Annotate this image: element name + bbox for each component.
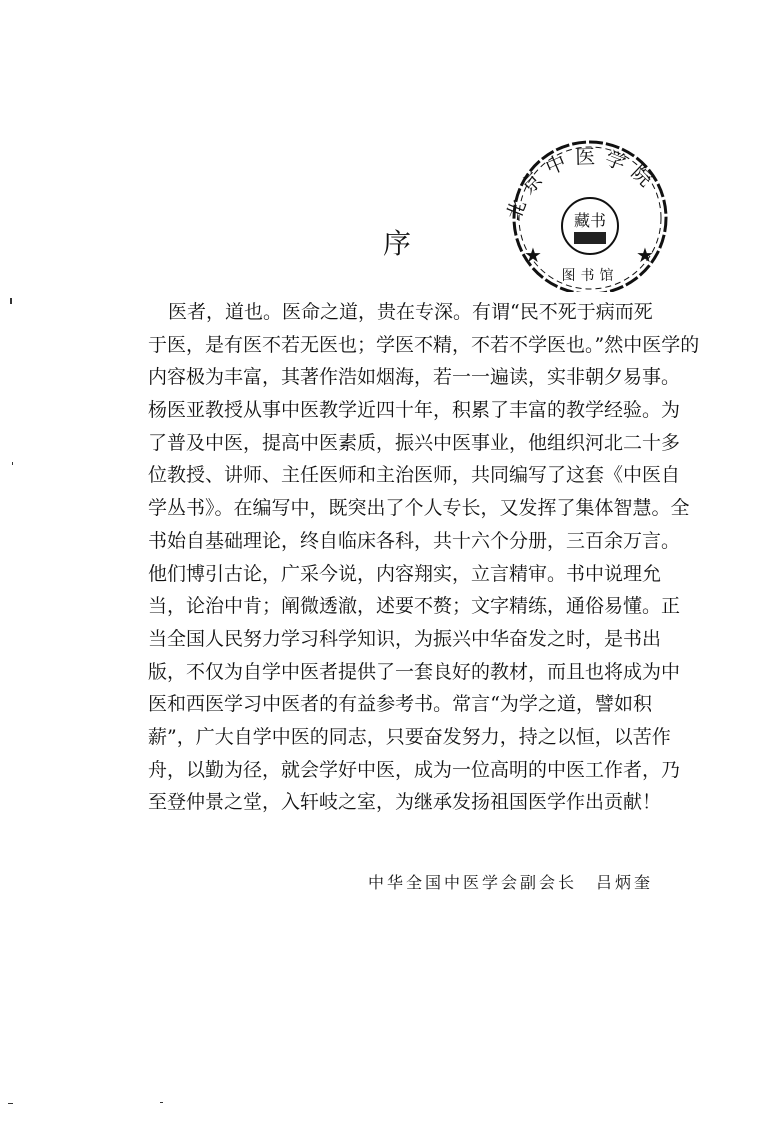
text-line: 当，论治中肯；阐微透澈，述要不赘；文字精练，通俗易懂。正 [148,595,681,618]
text-line: 于医，是有医不若无医也；学医不精，不若不学医也。”然中医学的 [148,333,700,356]
scan-speck [12,462,13,465]
scan-speck [160,1102,163,1103]
library-stamp [490,122,690,292]
text-line: 了普及中医，提高中医素质，振兴中医事业，他组织河北二十多 [148,431,681,454]
star-icon: ★ [524,243,542,267]
text-line: 位教授、讲师、主任医师和主治医师，共同编写了这套《中医自 [148,464,681,487]
text-line: 医者，道也。医命之道，贵在专深。有谓“民不死于病而死 [168,301,653,323]
text-line: 舟，以勤为径，就会学好中医，成为一位高明的中医工作者，乃 [148,758,681,781]
page-title: 序 [383,227,412,260]
text-line: 版，不仅为自学中医者提供了一套良好的教材，而且也将成为中 [148,660,681,683]
text-line: 书始自基础理论，终自临床各科，共十六个分册，三百余万言。 [148,529,681,552]
stamp-ring-text: 北京中医学院 [501,144,664,224]
text-line: 医和西医学习中医者的有益参考书。常言“为学之道，譬如积 [148,693,652,716]
star-icon: ★ [636,243,654,267]
text-line: 薪”，广大自学中医的同志，只要奋发努力，持之以恒，以苦作 [148,725,671,748]
text-line: 他们博引古论，广采今说，内容翔实，立言精审。书中说理允 [148,562,662,585]
text-line: 学丛书》。在编写中，既突出了个人专长，又发挥了集体智慧。全 [148,497,690,520]
text-line: 当全国人民努力学习科学知识，为振兴中华奋发之时，是书出 [148,627,662,650]
signature: 中华全国中医学会副会长 吕炳奎 [368,873,654,892]
stamp-center-text: 藏书 [573,211,607,230]
preface-body [148,296,700,819]
text-line: 内容极为丰富，其著作浩如烟海，若一一遍读，实非朝夕易事。 [148,366,681,389]
stamp-bottom-text: 图书馆 [561,268,619,284]
scan-speck [8,1103,13,1104]
text-line: 至登仲景之堂，入轩岐之室，为继承发扬祖国医学作出贡献！ [148,791,662,814]
text-line: 杨医亚教授从事中医教学近四十年，积累了丰富的教学经验。为 [148,399,681,422]
scan-speck [10,298,12,304]
